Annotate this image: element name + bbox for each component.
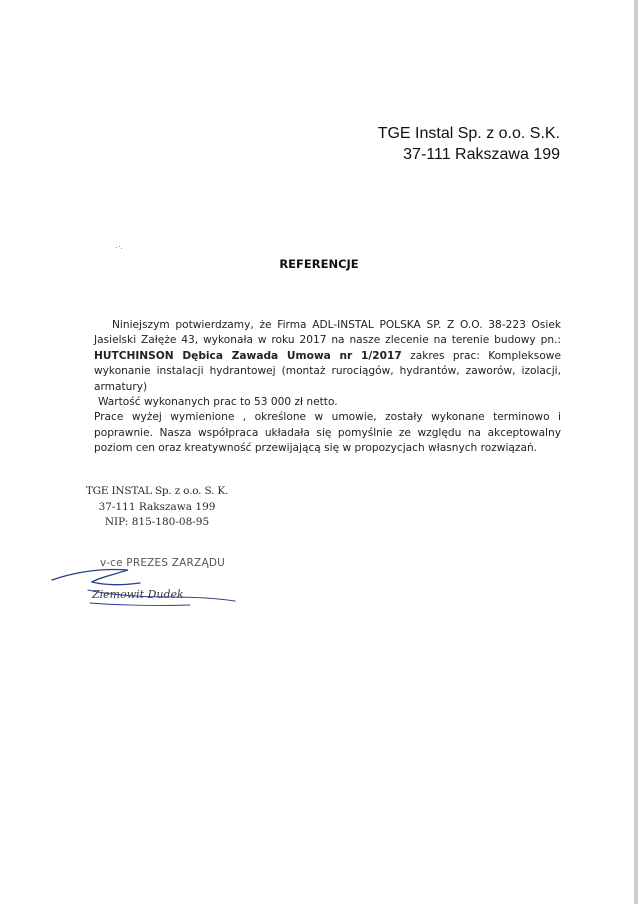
document-title: REFERENCJE [279, 257, 359, 271]
company-address: 37-111 Rakszawa 199 [403, 146, 560, 163]
stamp-nip: NIP: 815-180-08-95 [104, 516, 210, 528]
confirmation-text: Niniejszym potwierdzamy, że Firma ADL-INSTAL POLSKA SP. Z O.O. 38-223 Osiek Jasielski Załęże 43, wykonała w roku 2017 na nasze zlecenie na terenie budowy pn.: [94, 319, 561, 347]
signatory-name-stamp: Ziemowit Dudek [92, 588, 184, 601]
paragraph-assessment: Prace wyżej wymienione , określone w umowie, zostały wykonane terminowo i poprawnie. Nasza współpraca układała się pomyślnie ze względu na akceptowalny poziom cen oraz kreatywność przewijającą się w propozycjach własnych rozwiązań. [94, 411, 561, 455]
scope-text: zakres prac: Kompleksowe wykonanie instalacji hydrantowej (montaż rurociągów, hydrantów, zaworów, izolacji, armatury) [94, 349, 561, 393]
contract-value: Wartość wykonanych prac to 53 000 zł netto. [98, 396, 338, 409]
stamp-address: 37-111 Rakszawa 199 [98, 500, 216, 513]
project-name: HUTCHINSON Dębica Zawada Umowa nr 1/2017 [94, 349, 402, 362]
company-name: TGE Instal Sp. z o.o. S.K. [377, 125, 560, 142]
stamp-company: TGE INSTAL Sp. z o.o. S. K. [85, 485, 229, 497]
signatory-role: v-ce PREZES ZARZĄDU [100, 557, 226, 569]
